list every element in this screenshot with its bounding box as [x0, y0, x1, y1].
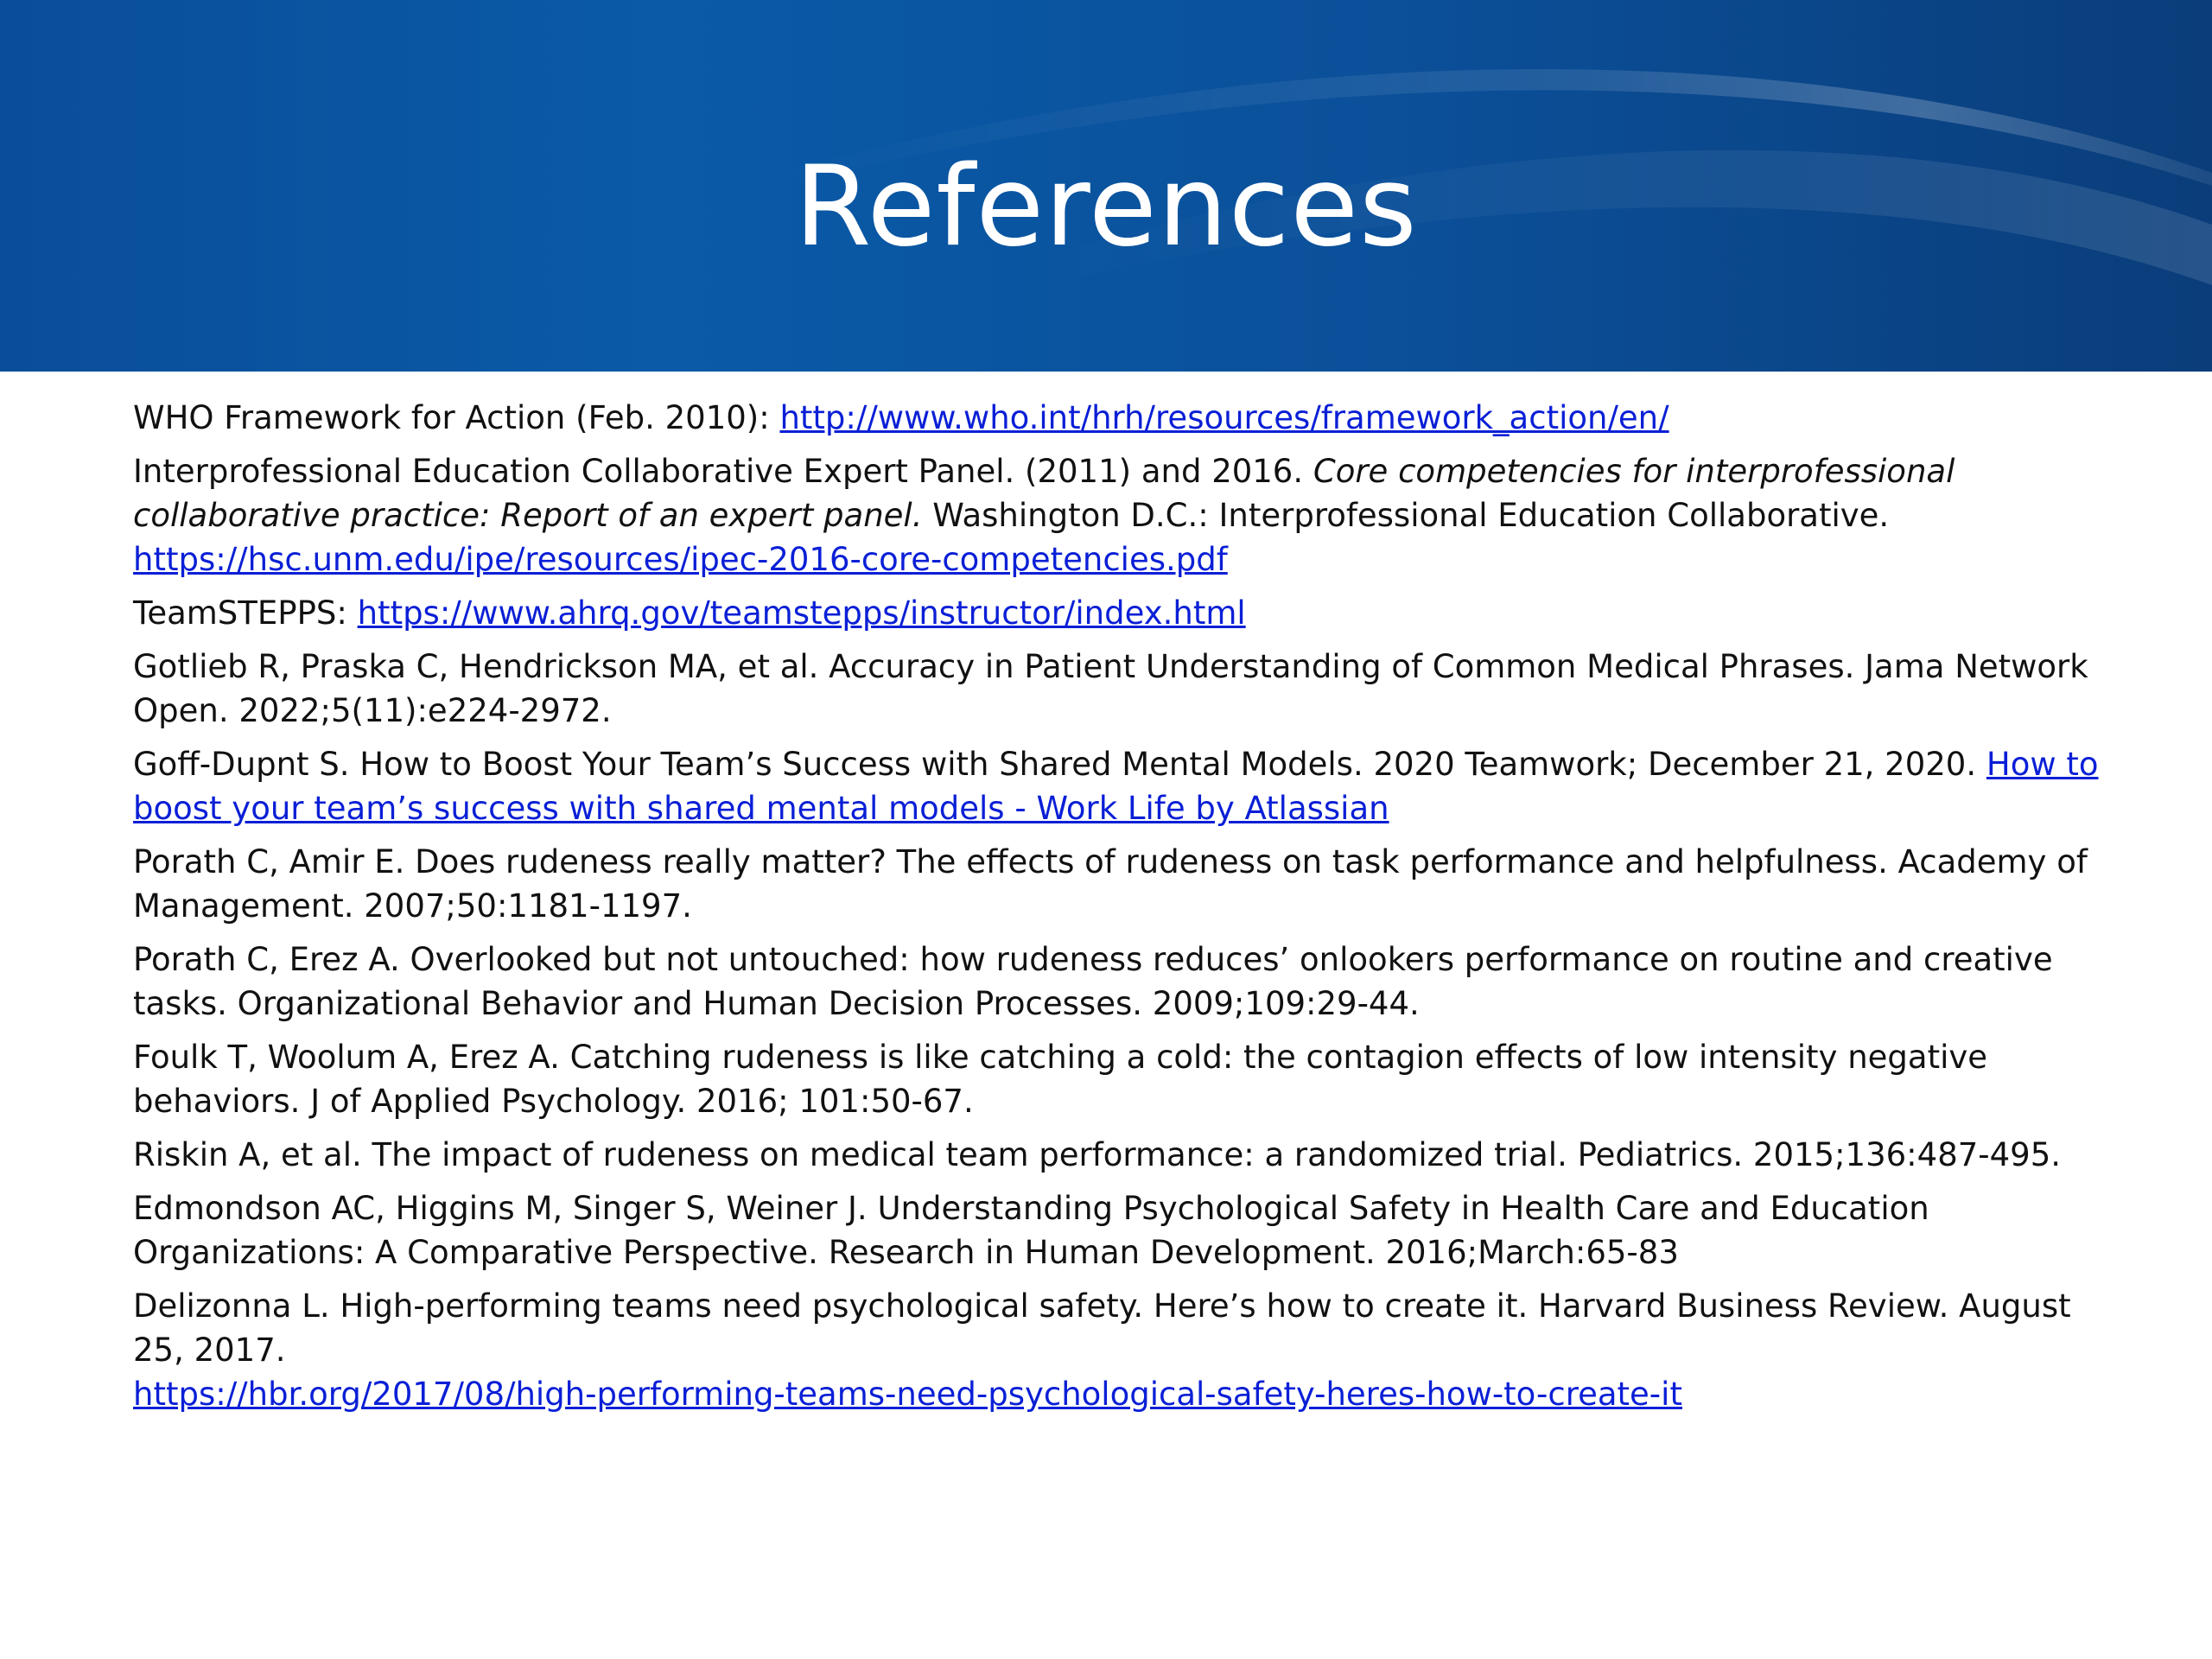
reference-item [133, 1133, 2103, 1177]
reference-link[interactable]: https://hsc.unm.edu/ipe/resources/ipec-2016-core-competencies.pdf [133, 541, 1228, 578]
reference-item [133, 938, 2103, 1026]
reference-text: Interprofessional Education Collaborative Expert Panel. (2011) and 2016. [133, 453, 1313, 490]
references-list [133, 396, 2103, 1426]
reference-text: Foulk T, Woolum A, Erez A. Catching rudeness is like catching a cold: the contagion effects of low intensity negative behaviors. J of Applied Psychology. 2016; 101:50-67. [133, 1039, 1988, 1120]
reference-text: Edmondson AC, Higgins M, Singer S, Weiner J. Understanding Psychological Safety in Health Care and Education Organizations: A Comparative Perspective. Research in Human Development. 2016;March:65-83 [133, 1190, 1929, 1271]
reference-item [133, 396, 2103, 440]
reference-item [133, 645, 2103, 733]
reference-text: Gotlieb R, Praska C, Hendrickson MA, et al. Accuracy in Patient Understanding of Common Medical Phrases. Jama Network Open. 2022;5(11):e224-2972. [133, 648, 2088, 729]
reference-item [133, 1186, 2103, 1274]
reference-text: Porath C, Erez A. Overlooked but not untouched: how rudeness reduces’ onlookers performance on routine and creative tasks. Organizational Behavior and Human Decision Processes. 2009;109:29-44. [133, 941, 2053, 1022]
reference-text: Washington D.C.: Interprofessional Education Collaborative. [922, 497, 1890, 534]
reference-item [133, 449, 2103, 582]
reference-item [133, 1284, 2103, 1416]
reference-item [133, 591, 2103, 635]
reference-link[interactable]: https://hbr.org/2017/08/high-performing-teams-need-psychological-safety-heres-how-to-create-it [133, 1376, 1682, 1413]
reference-italic-title: Core competencies for interprofessional collaborative practice: Report of an expert panel. [133, 453, 1955, 534]
reference-text: Porath C, Amir E. Does rudeness really matter? The effects of rudeness on task performance and helpfulness. Academy of Management. 2007;50:1181-1197. [133, 843, 2088, 925]
reference-text: TeamSTEPPS: [133, 594, 358, 632]
reference-text: Goff-Dupnt S. How to Boost Your Team’s Success with Shared Mental Models. 2020 Teamwork; December 21, 2020. [133, 746, 1986, 783]
reference-text: WHO Framework for Action (Feb. 2010): [133, 399, 780, 436]
reference-text: Riskin A, et al. The impact of rudeness on medical team performance: a randomized trial. Pediatrics. 2015;136:487-495. [133, 1136, 2062, 1173]
reference-item [133, 742, 2103, 830]
reference-link[interactable]: https://www.ahrq.gov/teamstepps/instructor/index.html [357, 594, 1246, 632]
reference-item [133, 840, 2103, 928]
reference-link[interactable]: http://www.who.int/hrh/resources/framework_action/en/ [779, 399, 1669, 436]
title-banner [0, 0, 2212, 372]
reference-text: Delizonna L. High-performing teams need psychological safety. Here’s how to create it. Harvard Business Review. August 25, 2017. [133, 1287, 2071, 1369]
reference-item [133, 1035, 2103, 1123]
reference-link[interactable]: How to boost your team’s success with shared mental models - Work Life by Atlassian [133, 746, 2099, 827]
slide-title: References [794, 143, 1418, 271]
